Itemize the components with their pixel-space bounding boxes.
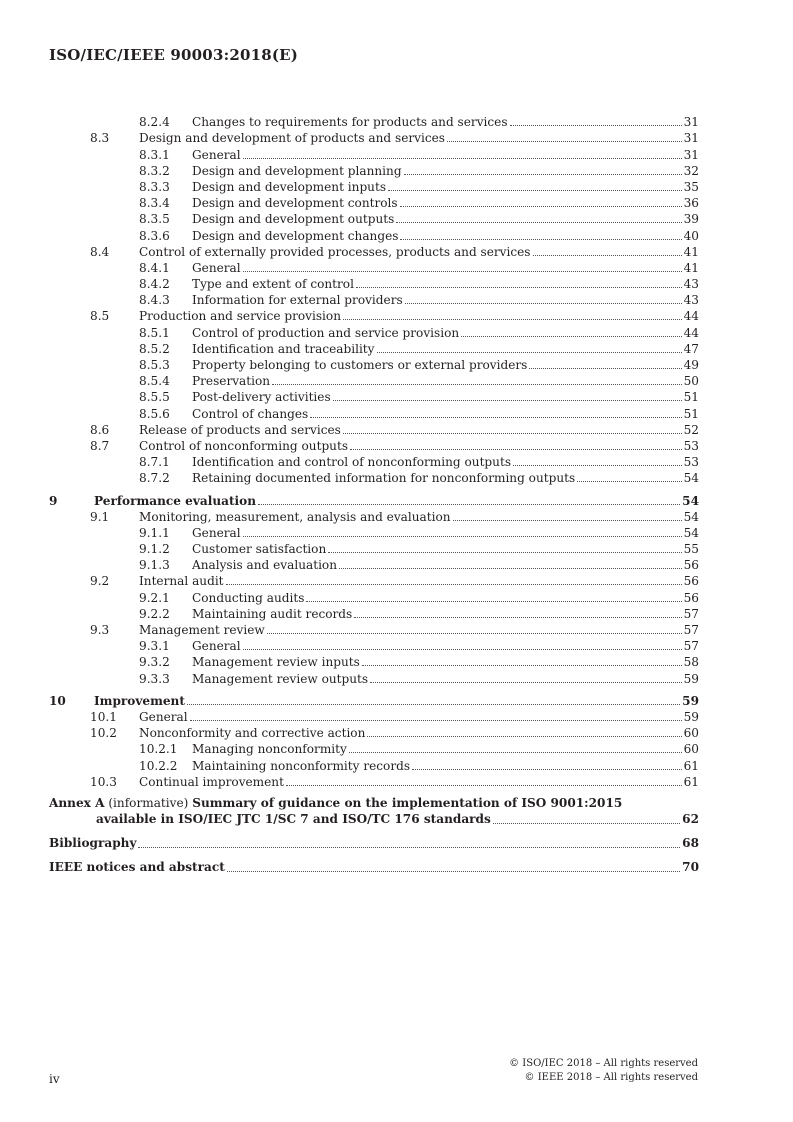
dot-leader: [286, 784, 682, 786]
toc-entry[interactable]: [49, 524, 699, 540]
toc-entry-number: 9.3.3: [139, 671, 170, 686]
toc-entry-title: Analysis and evaluation: [192, 558, 338, 573]
toc-entry-title: Control of externally provided processes, products and services: [139, 244, 531, 259]
toc-entry-line: [192, 229, 699, 243]
dot-leader: [350, 448, 682, 450]
toc-entry-title: Preservation: [192, 374, 271, 389]
dot-leader: [377, 351, 682, 353]
toc-entry[interactable]: [49, 243, 699, 259]
toc-entry-page-number: 56: [683, 558, 699, 573]
toc-entry-page-number: 41: [683, 244, 699, 259]
toc-entry-line: [192, 558, 699, 572]
toc-entry-number: 8.5: [90, 309, 110, 324]
toc-entry-page-number: 32: [683, 163, 699, 178]
toc-entry-title: Identification and traceability: [192, 341, 375, 356]
toc-entry-number: 8.7.2: [139, 471, 170, 486]
toc-entry-title: Management review outputs: [192, 671, 369, 686]
dot-leader: [138, 846, 680, 848]
annex-page-number: 62: [682, 811, 699, 826]
toc-entry-line: [139, 309, 699, 323]
toc-entry[interactable]: [49, 323, 699, 339]
toc-entry[interactable]: [49, 773, 699, 789]
toc-entry-number: 10.2: [90, 726, 117, 741]
toc-entry-number: 9.2: [90, 574, 110, 589]
dot-leader: [187, 703, 680, 705]
toc-entry-page-number: 50: [683, 374, 699, 389]
toc-entry-line: [139, 710, 699, 724]
toc-entry-line: [192, 742, 699, 756]
dot-leader: [306, 600, 681, 602]
toc-entry-number: 9.1.1: [139, 525, 170, 540]
toc-entry-title: Identification and control of nonconforming outputs: [192, 455, 512, 470]
dot-leader: [461, 335, 681, 337]
dot-leader: [349, 751, 682, 753]
toc-entry[interactable]: [49, 453, 699, 469]
dot-leader: [404, 173, 682, 175]
toc-entry-title: Continual improvement: [139, 774, 284, 789]
toc-entry-page-number: 54: [683, 525, 699, 540]
dot-leader: [493, 822, 680, 824]
toc-entry[interactable]: [49, 356, 699, 372]
dot-leader: [453, 519, 682, 521]
dot-leader: [258, 503, 680, 505]
dot-leader: [243, 157, 682, 159]
toc-entry-page-number: 54: [683, 509, 699, 524]
toc-entry-number: 9.1.3: [139, 558, 170, 573]
toc-entry-title: General: [192, 147, 241, 162]
toc-entry-number: 8.3.4: [139, 196, 170, 211]
toc-entry-page-number: 49: [683, 358, 699, 372]
annex-title-line1: Summary of guidance on the implementation of ISO 9001:2015: [192, 795, 623, 810]
toc-entry-page-number: 56: [683, 574, 699, 589]
toc-entry-number: 10.3: [90, 774, 117, 789]
dot-leader: [412, 768, 682, 770]
dot-leader: [267, 632, 682, 634]
toc-entry-line: [192, 196, 699, 210]
page-number: iv: [49, 1072, 60, 1086]
toc-entry-number: 10.2.1: [139, 742, 178, 757]
dot-leader: [510, 124, 682, 126]
toc-entry-line: [139, 623, 699, 637]
toc-entry-page-number: 57: [683, 623, 699, 637]
toc-entry-line: [192, 342, 699, 356]
annex-qualifier: (informative): [108, 795, 189, 810]
toc-entry[interactable]: [49, 605, 699, 621]
toc-entry[interactable]: [49, 340, 699, 356]
toc-entry[interactable]: [49, 194, 699, 210]
toc-entry-title: Internal audit: [139, 574, 224, 589]
toc-entry-number: 8.5.6: [139, 406, 170, 421]
toc-entry[interactable]: [49, 291, 699, 307]
toc-entry-number: 9.3.1: [139, 639, 170, 654]
toc-entry-page-number: 52: [683, 422, 699, 437]
copyright-notice: [509, 1057, 698, 1085]
toc-entry-title: Design and development controls: [192, 196, 398, 211]
toc-entry[interactable]: [49, 637, 699, 653]
toc-entry-number: 8.4: [90, 244, 110, 259]
ieee-notices-page-number: 70: [682, 859, 699, 874]
toc-entry[interactable]: [49, 307, 699, 323]
toc-entry-line: [192, 374, 699, 388]
toc-entry-title: Performance evaluation: [94, 493, 256, 508]
toc-entry[interactable]: [49, 708, 699, 724]
annex-title-continuation: [49, 811, 699, 827]
toc-entry-page-number: 44: [683, 325, 699, 340]
toc-bibliography-entry[interactable]: [49, 835, 699, 851]
bibliography-page-number: 68: [682, 835, 699, 850]
toc-entry-title: Customer satisfaction: [192, 542, 327, 557]
toc-entries: [49, 113, 699, 789]
toc-entry-line: [192, 358, 699, 372]
annex-heading: [49, 795, 699, 811]
toc-entry-number: 10.1: [90, 709, 117, 724]
toc-entry-number: 10.2.2: [139, 758, 178, 773]
dot-leader: [388, 189, 682, 191]
toc-entry-line: [192, 759, 699, 773]
dot-leader: [529, 367, 681, 369]
toc-entry-number: 8.3.3: [139, 179, 170, 194]
toc-entry-title: Managing nonconformity: [192, 742, 347, 757]
toc-entry-number: 8.5.2: [139, 341, 170, 356]
toc-entry-number: 8.5.1: [139, 325, 170, 340]
toc-entry[interactable]: [49, 724, 699, 740]
toc-entry-line: [94, 694, 699, 708]
toc-entry-number: 8.7.1: [139, 455, 170, 470]
toc-entry-page-number: 43: [683, 293, 699, 308]
dot-leader: [227, 870, 680, 872]
toc-entry-line: [192, 455, 699, 469]
toc-entry-page-number: 47: [683, 341, 699, 356]
dot-leader: [310, 416, 681, 418]
toc-entry-page-number: 57: [683, 639, 699, 654]
toc-entry[interactable]: [49, 653, 699, 669]
toc-entry-page-number: 58: [683, 655, 699, 670]
toc-annex-entry[interactable]: [49, 795, 699, 827]
toc-entry-title: Design and development of products and services: [139, 131, 445, 146]
dot-leader: [405, 302, 682, 304]
toc-entry-title: Type and extent of control: [192, 277, 354, 292]
toc-entry-number: 9.3.2: [139, 655, 170, 670]
toc-entry-line: [192, 277, 699, 291]
toc-entry-page-number: 59: [683, 709, 699, 724]
toc-entry-title: Control of changes: [192, 406, 309, 421]
toc-entry-line: [139, 439, 699, 453]
toc-entry-page-number: 51: [683, 390, 699, 405]
toc-entry-number: 8.4.1: [139, 260, 170, 275]
toc-entry-number: 8.5.5: [139, 390, 170, 405]
toc-entry-number: 8.5.3: [139, 358, 170, 372]
toc-entry-page-number: 51: [683, 406, 699, 421]
toc-entry-page-number: 54: [682, 493, 699, 508]
toc-entry[interactable]: [49, 437, 699, 453]
dot-leader: [362, 664, 682, 666]
toc-entry-page-number: 31: [683, 147, 699, 162]
toc-entry-number: 9.2.2: [139, 606, 170, 621]
toc-entry-line: [192, 655, 699, 669]
dot-leader: [367, 735, 681, 737]
toc-entry-page-number: 56: [683, 590, 699, 605]
toc-entry[interactable]: [49, 621, 699, 637]
document-header: ISO/IEC/IEEE 90003:2018(E): [49, 46, 299, 64]
toc-entry[interactable]: [49, 275, 699, 291]
toc-entry-title: Design and development outputs: [192, 212, 395, 227]
toc-entry-title: Property belonging to customers or external providers: [192, 358, 528, 372]
toc-entry-line: [139, 510, 699, 524]
toc-entry-line: [192, 261, 699, 275]
dot-leader: [400, 238, 681, 240]
toc-entry-title: Design and development planning: [192, 163, 402, 178]
bibliography-title: Bibliography: [49, 835, 137, 850]
toc-entry-title: Design and development changes: [192, 228, 399, 243]
toc-entry-title: Monitoring, measurement, analysis and evaluation: [139, 509, 451, 524]
dot-leader: [396, 221, 681, 223]
toc-entry[interactable]: [49, 740, 699, 756]
toc-entry-page-number: 57: [683, 606, 699, 621]
toc-entry-page-number: 36: [683, 196, 699, 211]
toc-entry-line: [192, 115, 699, 129]
dot-leader: [328, 551, 681, 553]
toc-entry-page-number: 59: [683, 671, 699, 686]
toc-entry[interactable]: [49, 259, 699, 275]
toc-entry[interactable]: [49, 388, 699, 404]
toc-entry[interactable]: [49, 145, 699, 161]
toc-entry-line: [192, 591, 699, 605]
toc-entry[interactable]: [49, 113, 699, 129]
toc-entry-line: [192, 293, 699, 307]
toc-entry-line: [139, 245, 699, 259]
toc-entry-page-number: 53: [683, 438, 699, 453]
annex-label: Annex A: [49, 795, 105, 810]
toc-entry[interactable]: [49, 469, 699, 485]
toc-entry-title: Post-delivery activities: [192, 390, 331, 405]
toc-entry-page-number: 54: [683, 471, 699, 486]
toc-entry-number: 8.4.2: [139, 277, 170, 292]
toc-entry-line: [94, 494, 699, 508]
toc-entry-line: [192, 471, 699, 485]
toc-entry-line: [192, 212, 699, 226]
toc-entry-number: 8.5.4: [139, 374, 170, 389]
toc-entry-title: Management review inputs: [192, 655, 360, 670]
toc-entry-page-number: 40: [683, 228, 699, 243]
dot-leader: [243, 648, 682, 650]
dot-leader: [339, 567, 682, 569]
dot-leader: [513, 464, 682, 466]
toc-entry-number: 8.3.2: [139, 163, 170, 178]
toc-entry-line: [192, 607, 699, 621]
toc-entry[interactable]: [49, 588, 699, 604]
toc-entry[interactable]: [49, 491, 699, 507]
toc-entry-line: [192, 148, 699, 162]
toc-entry-title: Retaining documented information for nonconforming outputs: [192, 471, 576, 486]
toc-entry-page-number: 41: [683, 260, 699, 275]
toc-entry-page-number: 31: [683, 131, 699, 146]
toc-entry-line: [192, 180, 699, 194]
toc-entry-number: 8.4.3: [139, 293, 170, 308]
toc-entry-line: [192, 526, 699, 540]
dot-leader: [370, 681, 681, 683]
dot-leader: [243, 270, 682, 272]
toc-entry-line: [192, 672, 699, 686]
toc-entry[interactable]: [49, 669, 699, 685]
toc-entry-title: Improvement: [94, 693, 185, 708]
toc-entry-number: 9.1.2: [139, 542, 170, 557]
toc-entry-number: 8.6: [90, 422, 110, 437]
dot-leader: [533, 254, 682, 256]
toc-entry[interactable]: [49, 692, 699, 708]
toc-entry-number: 9.3: [90, 623, 110, 637]
table-of-contents: [49, 113, 699, 875]
toc-entry-title: Management review: [139, 623, 265, 637]
ieee-notices-title: IEEE notices and abstract: [49, 859, 225, 874]
dot-leader: [272, 383, 682, 385]
toc-entry[interactable]: [49, 178, 699, 194]
toc-entry[interactable]: [49, 540, 699, 556]
toc-entry-page-number: 35: [683, 179, 699, 194]
toc-entry-page-number: 39: [683, 212, 699, 227]
toc-entry-line: [139, 131, 699, 145]
toc-entry-page-number: 53: [683, 455, 699, 470]
toc-entry-title: Design and development inputs: [192, 179, 387, 194]
toc-entry-number: 8.3.1: [139, 147, 170, 162]
toc-entry-line: [192, 390, 699, 404]
dot-leader: [356, 286, 682, 288]
toc-entry-title: Release of products and services: [139, 422, 341, 437]
dot-leader: [343, 318, 682, 320]
toc-entry-number: 8.3: [90, 131, 110, 146]
toc-entry-title: Information for external providers: [192, 293, 403, 308]
toc-entry-title: General: [192, 525, 241, 540]
dot-leader: [343, 432, 682, 434]
toc-entry-line: [139, 574, 699, 588]
toc-entry-line: [139, 726, 699, 740]
copyright-iso: © ISO/IEC 2018 – All rights reserved: [509, 1058, 698, 1069]
dot-leader: [243, 535, 682, 537]
toc-entry-page-number: 61: [683, 774, 699, 789]
toc-entry-number: 8.2.4: [139, 115, 170, 130]
dot-leader: [190, 719, 682, 721]
toc-entry[interactable]: [49, 756, 699, 772]
toc-entry-line: [192, 326, 699, 340]
toc-entry[interactable]: [49, 162, 699, 178]
dot-leader: [400, 205, 682, 207]
toc-entry-number: 8.3.5: [139, 212, 170, 227]
toc-ieee-notices-entry[interactable]: [49, 859, 699, 875]
dot-leader: [447, 140, 682, 142]
toc-entry-number: 9.2.1: [139, 590, 170, 605]
toc-entry[interactable]: [49, 210, 699, 226]
toc-entry-page-number: 44: [683, 309, 699, 324]
toc-entry[interactable]: [49, 129, 699, 145]
toc-entry[interactable]: [49, 508, 699, 524]
dot-leader: [226, 583, 682, 585]
toc-entry-number: 10: [49, 693, 66, 708]
toc-entry[interactable]: [49, 556, 699, 572]
toc-entry[interactable]: [49, 372, 699, 388]
toc-entry-number: 8.7: [90, 438, 110, 453]
toc-entry-line: [192, 639, 699, 653]
toc-entry-page-number: 60: [683, 742, 699, 757]
toc-entry-page-number: 31: [683, 115, 699, 130]
toc-entry-line: [139, 423, 699, 437]
toc-entry-page-number: 55: [683, 542, 699, 557]
toc-entry-page-number: 43: [683, 277, 699, 292]
toc-entry-page-number: 61: [683, 758, 699, 773]
toc-entry[interactable]: [49, 404, 699, 420]
toc-entry-title: Changes to requirements for products and services: [192, 115, 508, 130]
copyright-ieee: © IEEE 2018 – All rights reserved: [524, 1072, 698, 1083]
toc-entry-title: General: [139, 709, 188, 724]
toc-entry-line: [192, 164, 699, 178]
toc-entry-number: 9: [49, 493, 58, 508]
toc-entry-title: Nonconformity and corrective action: [139, 726, 366, 741]
dot-leader: [577, 480, 681, 482]
toc-entry[interactable]: [49, 421, 699, 437]
annex-title-line2: available in ISO/IEC JTC 1/SC 7 and ISO/TC 176 standards: [96, 811, 491, 826]
toc-entry-title: Maintaining nonconformity records: [192, 758, 411, 773]
toc-entry-number: 9.1: [90, 509, 110, 524]
toc-entry-number: 8.3.6: [139, 228, 170, 243]
toc-entry-page-number: 60: [683, 726, 699, 741]
toc-entry-line: [139, 775, 699, 789]
toc-entry-title: General: [192, 639, 241, 654]
toc-entry-page-number: 59: [682, 693, 699, 708]
toc-entry[interactable]: [49, 226, 699, 242]
toc-entry-title: Maintaining audit records: [192, 606, 353, 621]
toc-entry-title: Conducting audits: [192, 590, 305, 605]
dot-leader: [354, 616, 681, 618]
dot-leader: [333, 399, 682, 401]
toc-entry-title: General: [192, 260, 241, 275]
toc-entry[interactable]: [49, 572, 699, 588]
toc-entry-line: [192, 542, 699, 556]
toc-entry-title: Control of production and service provision: [192, 325, 460, 340]
toc-entry-line: [192, 407, 699, 421]
toc-entry-title: Control of nonconforming outputs: [139, 438, 349, 453]
toc-entry-title: Production and service provision: [139, 309, 341, 324]
